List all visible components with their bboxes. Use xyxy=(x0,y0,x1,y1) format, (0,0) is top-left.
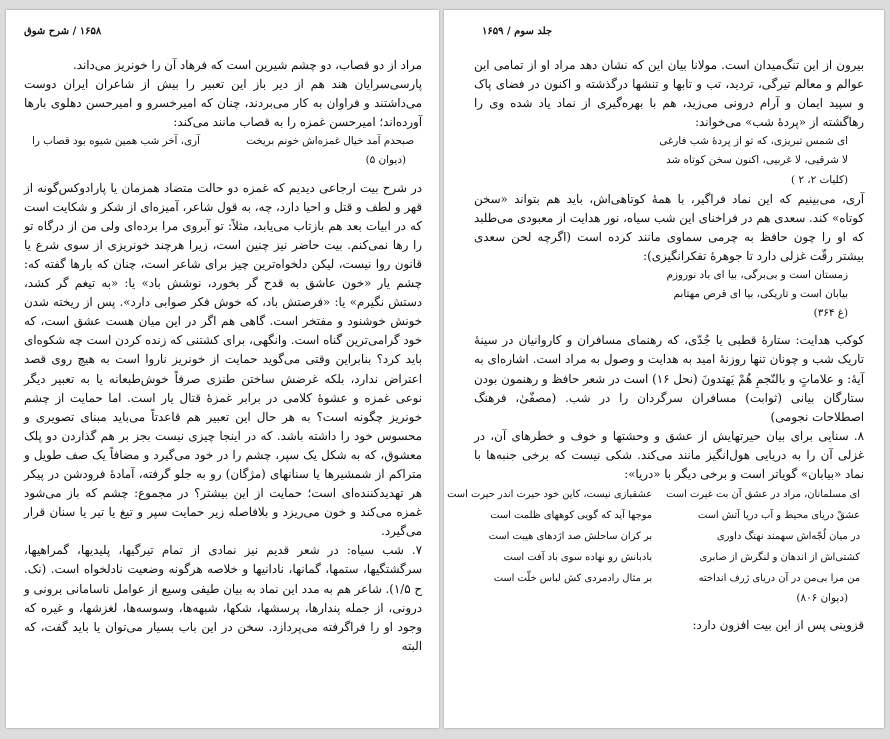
paragraph: پارسی‌سرایان هند هم از دیر باز این تعبیر را بیش از شاعران ایران دوست می‌داشتند و فراوان به کار می‌بردند، چنان که امیرخسرو و امیرحسن دهلوی بارها آورده‌اند؛ امیرحسن غمزه را به قصاب مانند می‌کند: xyxy=(24,77,422,130)
paragraph: بیرون از این تنگ‌میدان است. مولانا بیان این که نشان دهد مراد او از تمامی این عوالم و معالم تیرگی، تردید، تب و تابها و تنشها درگذشته و اکنون در فضای پاک و سپید ایمان و آرام درونی می‌زید، هم با بهره‌گیری از نماد یاد شده وی را رهاگشته از «پردهٔ شب» می‌خواند: xyxy=(474,58,864,130)
hemistich: کشتی‌اش از اندهان و لنگرش از صابری xyxy=(699,552,860,564)
page-header: ۱۶۵۸ / شرح شوق xyxy=(24,26,102,37)
verse-line: زمستان است و بی‌برگی، بیا ای باد نوروزم xyxy=(666,269,848,282)
right-page xyxy=(444,10,884,728)
citation: (دیوان ۵) xyxy=(365,154,406,167)
paragraph: قزوینی پس از این بیت افزون دارد: xyxy=(692,618,864,633)
verse-line: لا شرقیی، لا غربیی، اکنون سخن کوتاه شد xyxy=(665,154,848,167)
poem-quatrain xyxy=(447,484,864,589)
paragraph: در شرح بیت ارجاعی دیدیم که غمزه دو حالت متضاد همزمان یا پارادوکس‌گونه از قهر و لطف و قتل و احیا دارد، چه، به قول شاعر، آمیزه‌ای از شکر و شکایت است که در ابیات بعد هم بازتاب می‌یابد، مثلاً: تو آبروی مرا برده‌ای ولی من از درگاه تو را رها نمی‌کنم. بیت حاضر نیز چنین است، زیرا هرچند خونریزی از سوی شرع یا قانون روا نیست، لیکن دلخواه‌ترین چیز برای شاعر است، چنان که بارها گفته که: چشم یار «خون عاشق به قدح گر بخورد، نوشش باد» یا: «به تیغم گر کشد، دستش نگیرم» یا: «فرصتش باد، که خوش فکر صوابی دارد». پس از ریخته شدن خونش خوشنود و مفتخر است. گاهی هم اگر در این میان هست عشق است، که خود گرامی‌ترین گناه است. وانگهی، برای کشتنی که زنده کردن است چه شکوه‌ای باید کرد؟ بنابراین وقتی می‌گوید حمایت از خونریز ناروا است به هیچ روی قصد اعتراض ندارد، بلکه غرضش ساختن طنزی صرفاً خوش‌طبعانه یا به تعبیر دیگر نوعی غمزه و عشوهٔ کلامی در برابر غمزهٔ قتال یار است. اما حمایت از چشم خونریز چگونه است؟ به هر حال این تعبیر هم قاعدتاً می‌باید مبنای تصویری و محسوس خود را داشته باشد. که در اینجا چیزی نیست بجز بر هم گذاردن دو پلک معشوق، که به شکل یک سپر، چشم را در خود می‌گیرد و مضافاً یک صف طویل و متراکم از شمشیرها یا سنانهای (مژگان) رو به جلو گرفته، آمادهٔ فرودشن در پیکر هر تهدیدکننده‌ای است؛ حمایت از این بیشتر؟ در مجموع: چشم که باز می‌شود غمزه می‌کند و خون می‌ریزد و بلافاصله زیر حمایت سپر و تیغ یا تیر یا سنان قرار می‌گیرد. xyxy=(24,180,422,539)
hemistich: بر کران ساحلش صد اژدهای هیبت است xyxy=(488,531,653,543)
verse-line: بیابان است و تاریکی، بیا ای قرص مهتابم xyxy=(673,288,848,301)
hemistich: آری، آخر شب همین شیوه بود قصاب را xyxy=(32,135,200,148)
hemistich: من مرا بی‌من در آن دریای ژرف انداخته xyxy=(698,573,860,585)
hemistich: صبحدم آمد خیال غمزه‌اش خونم بریخت xyxy=(246,135,414,148)
left-page xyxy=(6,10,439,728)
paragraph: ۷. شب سیاه: در شعر قدیم نیز نمادی از تمام تیرگیها، پلیدیها، گمراهیها، سرگشتگیها، ستمها، گمانها، نادانیها و خلاصه هرگونه وضعیت نادلخواه است. (نک. ح ۱/۵). شاعر هم به مدد این نماد به بیان طیفی وسیع از عوامل ناسامانی برونی و درونی، از جمله پندارها، پرسشها، شکها، شبهه‌ها، وسوسه‌ها، لغزشها، و غیره که وجود او را فراگرفته می‌پردازد. سخن در این باب بسیار می‌توان یا باید گفت، که البته xyxy=(24,543,422,653)
hemistich: بر مثال رادمردی کش لباس خلّت است xyxy=(493,573,653,585)
hemistich: ای مسلمانان، مراد در عشق آن بت غیرت است xyxy=(666,489,860,501)
citation: (دیوان ۸۰۶) xyxy=(796,592,848,605)
citation: (غ ۳۶۴) xyxy=(813,307,848,320)
hemistich: عشقْ دریای محیط و آب دریا آتش است xyxy=(697,510,860,522)
hemistich: در میان لُجّه‌اش سهمند نهنگ داوری xyxy=(716,531,860,543)
hemistich: بادبانش رو نهاده سوی باد آفت است xyxy=(503,552,653,564)
paragraph: مراد از دو قصاب، دو چشم شیرین است که فرهاد آن را خونریز می‌داند. xyxy=(73,58,422,72)
paragraph: ۸. سنایی برای بیان حیرتهایش از عشق و وحشتها و خوف و خطرهای آن، در غزلی آن را به دریایی هول‌انگیز مانند می‌کند. شکی نیست که برخی جنبه‌ها با نماد «بیابان» گویاتر است و برخی دیگر با «دریا»: xyxy=(474,428,864,481)
page-body xyxy=(447,56,864,635)
verse-couplet xyxy=(24,132,422,151)
citation: (کلیات ۲، ۲ ) xyxy=(790,173,848,186)
hemistich: عشقبازی نیست، کاین خود حیرت اندر حیرت است xyxy=(447,489,653,501)
paragraph: آری، می‌بینیم که این نماد فراگیر، با همهٔ کوتاهی‌اش، باید هم بتواند «سخن کوتاه» کند. سعدی هم در فراخنای این شب سیاه، نور هدایت از معبودی می‌طلبد که او را چون حافظ به چرمی سماوی مانند کرده است (اگرچه لحن سعدی بیشتر رقّت غزلی دارد تا جوهرهٔ تفکرانگیزی): xyxy=(474,191,864,263)
page-header: جلد سوم / ۱۶۵۹ xyxy=(482,26,553,37)
hemistich: موجها آید که گویی کوههای ظلمت است xyxy=(490,510,653,522)
page-body xyxy=(24,56,422,656)
paragraph: کوکب هدایت: ستارهٔ قطبی یا جُدّی، که رهنمای مسافران و کاروانیان در سینهٔ تاریک شب و چونان تنها روزنهٔ امید به هدایت و وصول به مراد است. اشاره‌ای به آیهٔ: و علاماتٍ و بالنّجمِ هُمْ یَهتدونَ (نحل ۱۶) است در شعر حافظ و رهنمون بودن ستارگان بیانی (ثوابت) مسافران سرگردان را در شب. (مصفّیٰ، فرهنگ اصطلاحات نجومی) xyxy=(474,333,864,424)
verse-line: ای شمس تبریزی، که تو از پردهٔ شب فارغی xyxy=(659,135,848,148)
